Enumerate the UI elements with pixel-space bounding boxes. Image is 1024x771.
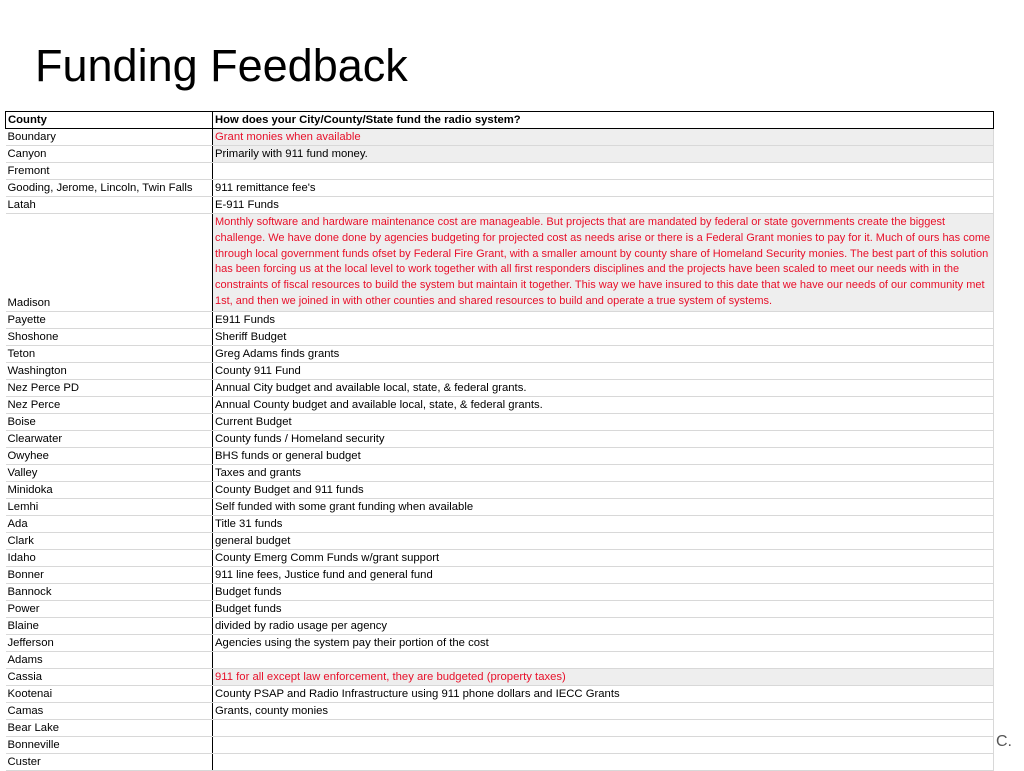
county-cell: Payette xyxy=(6,312,213,329)
funding-answer-cell: E911 Funds xyxy=(213,312,994,329)
table-row xyxy=(6,397,994,414)
county-cell: Fremont xyxy=(6,163,213,180)
county-cell: Lemhi xyxy=(6,499,213,516)
county-cell: Minidoka xyxy=(6,482,213,499)
funding-answer-cell: 911 line fees, Justice fund and general fund xyxy=(213,567,994,584)
corner-mark: C. xyxy=(996,733,1012,750)
county-cell: Clearwater xyxy=(6,431,213,448)
table-row xyxy=(6,516,994,533)
funding-answer-cell: Grants, county monies xyxy=(213,703,994,720)
funding-answer-cell: Current Budget xyxy=(213,414,994,431)
funding-table xyxy=(5,111,994,771)
county-cell: Canyon xyxy=(6,146,213,163)
table-row xyxy=(6,312,994,329)
funding-answer-cell: County PSAP and Radio Infrastructure using 911 phone dollars and IECC Grants xyxy=(213,686,994,703)
funding-answer-cell: 911 for all except law enforcement, they are budgeted (property taxes) xyxy=(213,669,994,686)
county-cell: Owyhee xyxy=(6,448,213,465)
table-row xyxy=(6,129,994,146)
table-row xyxy=(6,163,994,180)
funding-answer-cell: 911 remittance fee's xyxy=(213,180,994,197)
table-row xyxy=(6,533,994,550)
table-row xyxy=(6,414,994,431)
table-row xyxy=(6,669,994,686)
county-cell: Valley xyxy=(6,465,213,482)
county-cell: Nez Perce xyxy=(6,397,213,414)
county-cell: Washington xyxy=(6,363,213,380)
county-cell: Nez Perce PD xyxy=(6,380,213,397)
funding-answer-cell: County funds / Homeland security xyxy=(213,431,994,448)
funding-answer-cell: Sheriff Budget xyxy=(213,329,994,346)
county-cell: Camas xyxy=(6,703,213,720)
county-cell: Custer xyxy=(6,754,213,771)
table-row xyxy=(6,686,994,703)
county-cell: Boise xyxy=(6,414,213,431)
table-row xyxy=(6,346,994,363)
funding-answer-cell xyxy=(213,163,994,180)
table-row xyxy=(6,197,994,214)
county-cell: Latah xyxy=(6,197,213,214)
county-cell: Jefferson xyxy=(6,635,213,652)
funding-answer-cell: Budget funds xyxy=(213,584,994,601)
table-row xyxy=(6,584,994,601)
funding-answer-cell xyxy=(213,720,994,737)
funding-answer-cell: Budget funds xyxy=(213,601,994,618)
table-row xyxy=(6,720,994,737)
table-row xyxy=(6,567,994,584)
table-row xyxy=(6,499,994,516)
table-row xyxy=(6,652,994,669)
county-cell: Adams xyxy=(6,652,213,669)
county-cell: Madison xyxy=(6,214,213,312)
funding-answer-cell: Taxes and grants xyxy=(213,465,994,482)
table-header-row xyxy=(6,112,994,129)
county-cell: Ada xyxy=(6,516,213,533)
county-cell: Boundary xyxy=(6,129,213,146)
county-cell: Shoshone xyxy=(6,329,213,346)
funding-answer-cell xyxy=(213,652,994,669)
slide-title: Funding Feedback xyxy=(35,40,408,91)
county-cell: Cassia xyxy=(6,669,213,686)
funding-answer-cell: general budget xyxy=(213,533,994,550)
funding-answer-cell: Greg Adams finds grants xyxy=(213,346,994,363)
table-row xyxy=(6,482,994,499)
county-cell: Idaho xyxy=(6,550,213,567)
funding-answer-cell: Self funded with some grant funding when available xyxy=(213,499,994,516)
county-column-header: County xyxy=(6,112,213,129)
funding-answer-cell: BHS funds or general budget xyxy=(213,448,994,465)
table-row xyxy=(6,703,994,720)
table-row xyxy=(6,601,994,618)
funding-answer-cell: divided by radio usage per agency xyxy=(213,618,994,635)
table-row xyxy=(6,146,994,163)
funding-answer-cell: Agencies using the system pay their portion of the cost xyxy=(213,635,994,652)
county-cell: Clark xyxy=(6,533,213,550)
funding-answer-cell xyxy=(213,737,994,754)
table-row xyxy=(6,618,994,635)
funding-column-header: How does your City/County/State fund the radio system? xyxy=(213,112,994,129)
county-cell: Blaine xyxy=(6,618,213,635)
funding-answer-cell: Annual City budget and available local, state, & federal grants. xyxy=(213,380,994,397)
table-row xyxy=(6,380,994,397)
county-cell: Bannock xyxy=(6,584,213,601)
table-body xyxy=(6,129,994,771)
county-cell: Gooding, Jerome, Lincoln, Twin Falls xyxy=(6,180,213,197)
funding-answer-cell: Monthly software and hardware maintenance cost are manageable. But projects that are mandated by federal or state governments create the biggest challenge. We have done done by agencies budgeting for projected cost as needs arise or there is a Federal Grant monies to pay for it. Much of ours has come through local government funds ofset by Federal Fire Grant, with a smaller amount by county share of Homeland Security monies. The best part of this solution has been forcing us at the local level to work together with all first responders disciplines and the projects have been scaled to meet our needs with in the constraints of fiscal resources to build the system but maintain it together. This way we have insured to this date that we have our needs of our community met 1st, and then we joined in with other counties and shared resources to build and operate a true system of systems. xyxy=(213,214,994,312)
county-cell: Bear Lake xyxy=(6,720,213,737)
table-row xyxy=(6,465,994,482)
funding-answer-cell: Grant monies when available xyxy=(213,129,994,146)
funding-answer-cell: Annual County budget and available local, state, & federal grants. xyxy=(213,397,994,414)
funding-answer-cell: Primarily with 911 fund money. xyxy=(213,146,994,163)
county-cell: Bonneville xyxy=(6,737,213,754)
funding-answer-cell: County Budget and 911 funds xyxy=(213,482,994,499)
table-row xyxy=(6,431,994,448)
table-row xyxy=(6,329,994,346)
county-cell: Teton xyxy=(6,346,213,363)
table-row xyxy=(6,448,994,465)
table-row xyxy=(6,214,994,312)
county-cell: Kootenai xyxy=(6,686,213,703)
table-row xyxy=(6,363,994,380)
funding-answer-cell: County 911 Fund xyxy=(213,363,994,380)
funding-answer-cell: Title 31 funds xyxy=(213,516,994,533)
table-row xyxy=(6,635,994,652)
funding-answer-cell: County Emerg Comm Funds w/grant support xyxy=(213,550,994,567)
table-row xyxy=(6,737,994,754)
funding-answer-cell: E-911 Funds xyxy=(213,197,994,214)
county-cell: Power xyxy=(6,601,213,618)
table-row xyxy=(6,550,994,567)
table-row xyxy=(6,180,994,197)
county-cell: Bonner xyxy=(6,567,213,584)
